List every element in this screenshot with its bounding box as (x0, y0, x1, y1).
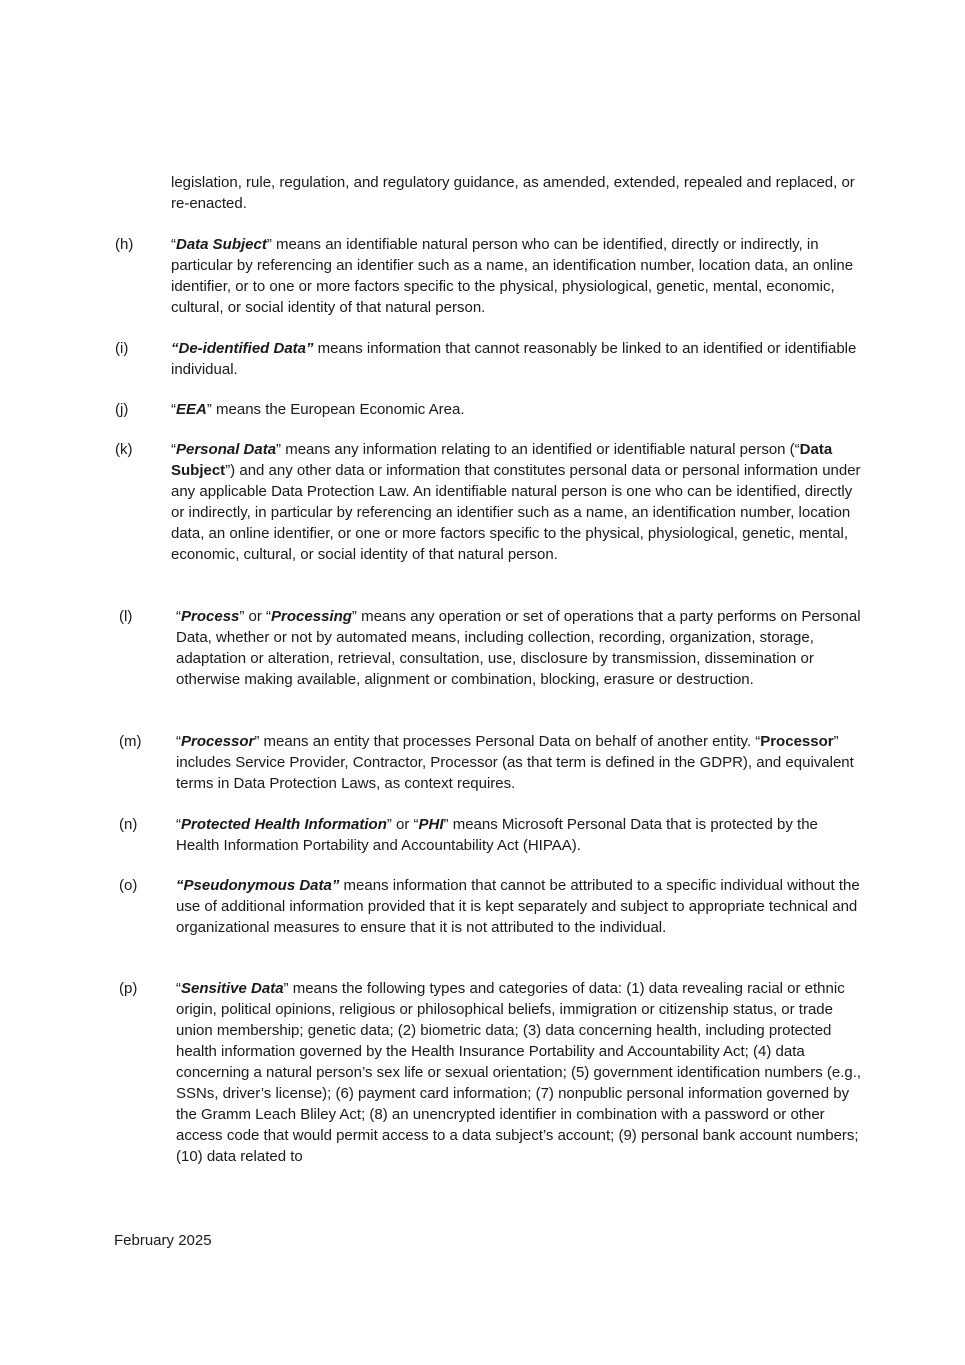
clause-body: “Data Subject” means an identifiable natural person who can be identified, directly or indirectly, in particular by referencing an identifier such as a name, an identification number, location data, an online identifier, or to one or more factors specific to the physical, physiological, genetic, mental, economic, cultural, or social identity of that natural person. (171, 236, 854, 316)
defined-term: Data Subject (176, 236, 267, 253)
defined-term: Personal Data (176, 441, 277, 458)
clause-body: “Process” or “Processing” means any operation or set of operations that a party performs on Personal Data, whether or not by automated means, including collection, recording, organization, storage, adaptation or alteration, retrieval, consultation, use, disclosure by transmission, dissemination or otherwise making available, alignment or combination, blocking, erasure or destruction. (176, 608, 861, 688)
defined-term: Process (181, 608, 240, 625)
defined-term: “De-identified Data” (171, 340, 314, 357)
clause-label: (k) (115, 441, 133, 458)
defined-term: Sensitive Data (181, 980, 284, 997)
clause-body: “EEA” means the European Economic Area. (171, 401, 465, 418)
defined-term: PHI (418, 816, 444, 833)
page-footer-date: February 2025 (114, 1232, 212, 1249)
defined-term: “Pseudonymous Data” (176, 877, 340, 894)
clause-body: “Sensitive Data” means the following types and categories of data: (1) data revealing racial or ethnic origin, political opinions, religious or philosophical beliefs, immigration or citizenship status, or trade union membership; genetic data; (2) biometric data; (3) data concerning health, including protected health information governed by the Health Insurance Portability and Accountability Act; (4) data concerning a natural person’s sex life or sexual orientation; (5) government identification numbers (e.g., SSNs, driver’s license); (6) payment card information; (7) nonpublic personal information governed by the Gramm Leach Bliley Act; (8) an unencrypted identifier in combination with a password or other access code that would permit access to a data subject’s account; (9) personal bank account numbers; (10) data related to (176, 980, 862, 1165)
clause-label: (m) (119, 733, 142, 750)
defined-term: Processor (181, 733, 255, 750)
clause-label: (h) (115, 236, 134, 253)
clause-body: “Pseudonymous Data” means information that cannot be attributed to a specific individual without the use of additional information provided that it is kept separately and subject to appropriate technical and organizational measures to ensure that it is not attributed to the individual. (176, 877, 860, 936)
clause-label: (i) (115, 340, 129, 357)
clause-body: “Protected Health Information” or “PHI” means Microsoft Personal Data that is protected by the Health Information Portability and Accountability Act (HIPAA). (176, 816, 818, 854)
continuation-paragraph: legislation, rule, regulation, and regulatory guidance, as amended, extended, repealed and replaced, or re-enacted. (171, 174, 855, 212)
defined-term: Processor (760, 733, 834, 750)
clause-label: (o) (119, 877, 138, 894)
defined-term: Processing (271, 608, 352, 625)
clause-label: (j) (115, 401, 129, 418)
defined-term: Protected Health Information (181, 816, 387, 833)
clause-label: (l) (119, 608, 133, 625)
clause-body: “De-identified Data” means information that cannot reasonably be linked to an identified or identifiable individual. (171, 340, 857, 378)
clause-label: (p) (119, 980, 138, 997)
clause-body: “Personal Data” means any information relating to an identified or identifiable natural person (“Data Subject”) and any other data or information that constitutes personal data or personal information under any applicable Data Protection Law. An identifiable natural person is one who can be identified, directly or indirectly, in particular by referencing an identifier such as a name, an identification number, location data, an online identifier, or one or more factors specific to the physical, physiological, genetic, mental, economic, cultural, or social identity of that natural person. (171, 441, 861, 563)
clause-body: “Processor” means an entity that processes Personal Data on behalf of another entity. “Processor” includes Service Provider, Contractor, Processor (as that term is defined in the GDPR), and equivalent terms in Data Protection Laws, as context requires. (176, 733, 854, 792)
defined-term: EEA (176, 401, 207, 418)
defined-term: Data Subject (171, 441, 833, 479)
clause-label: (n) (119, 816, 138, 833)
